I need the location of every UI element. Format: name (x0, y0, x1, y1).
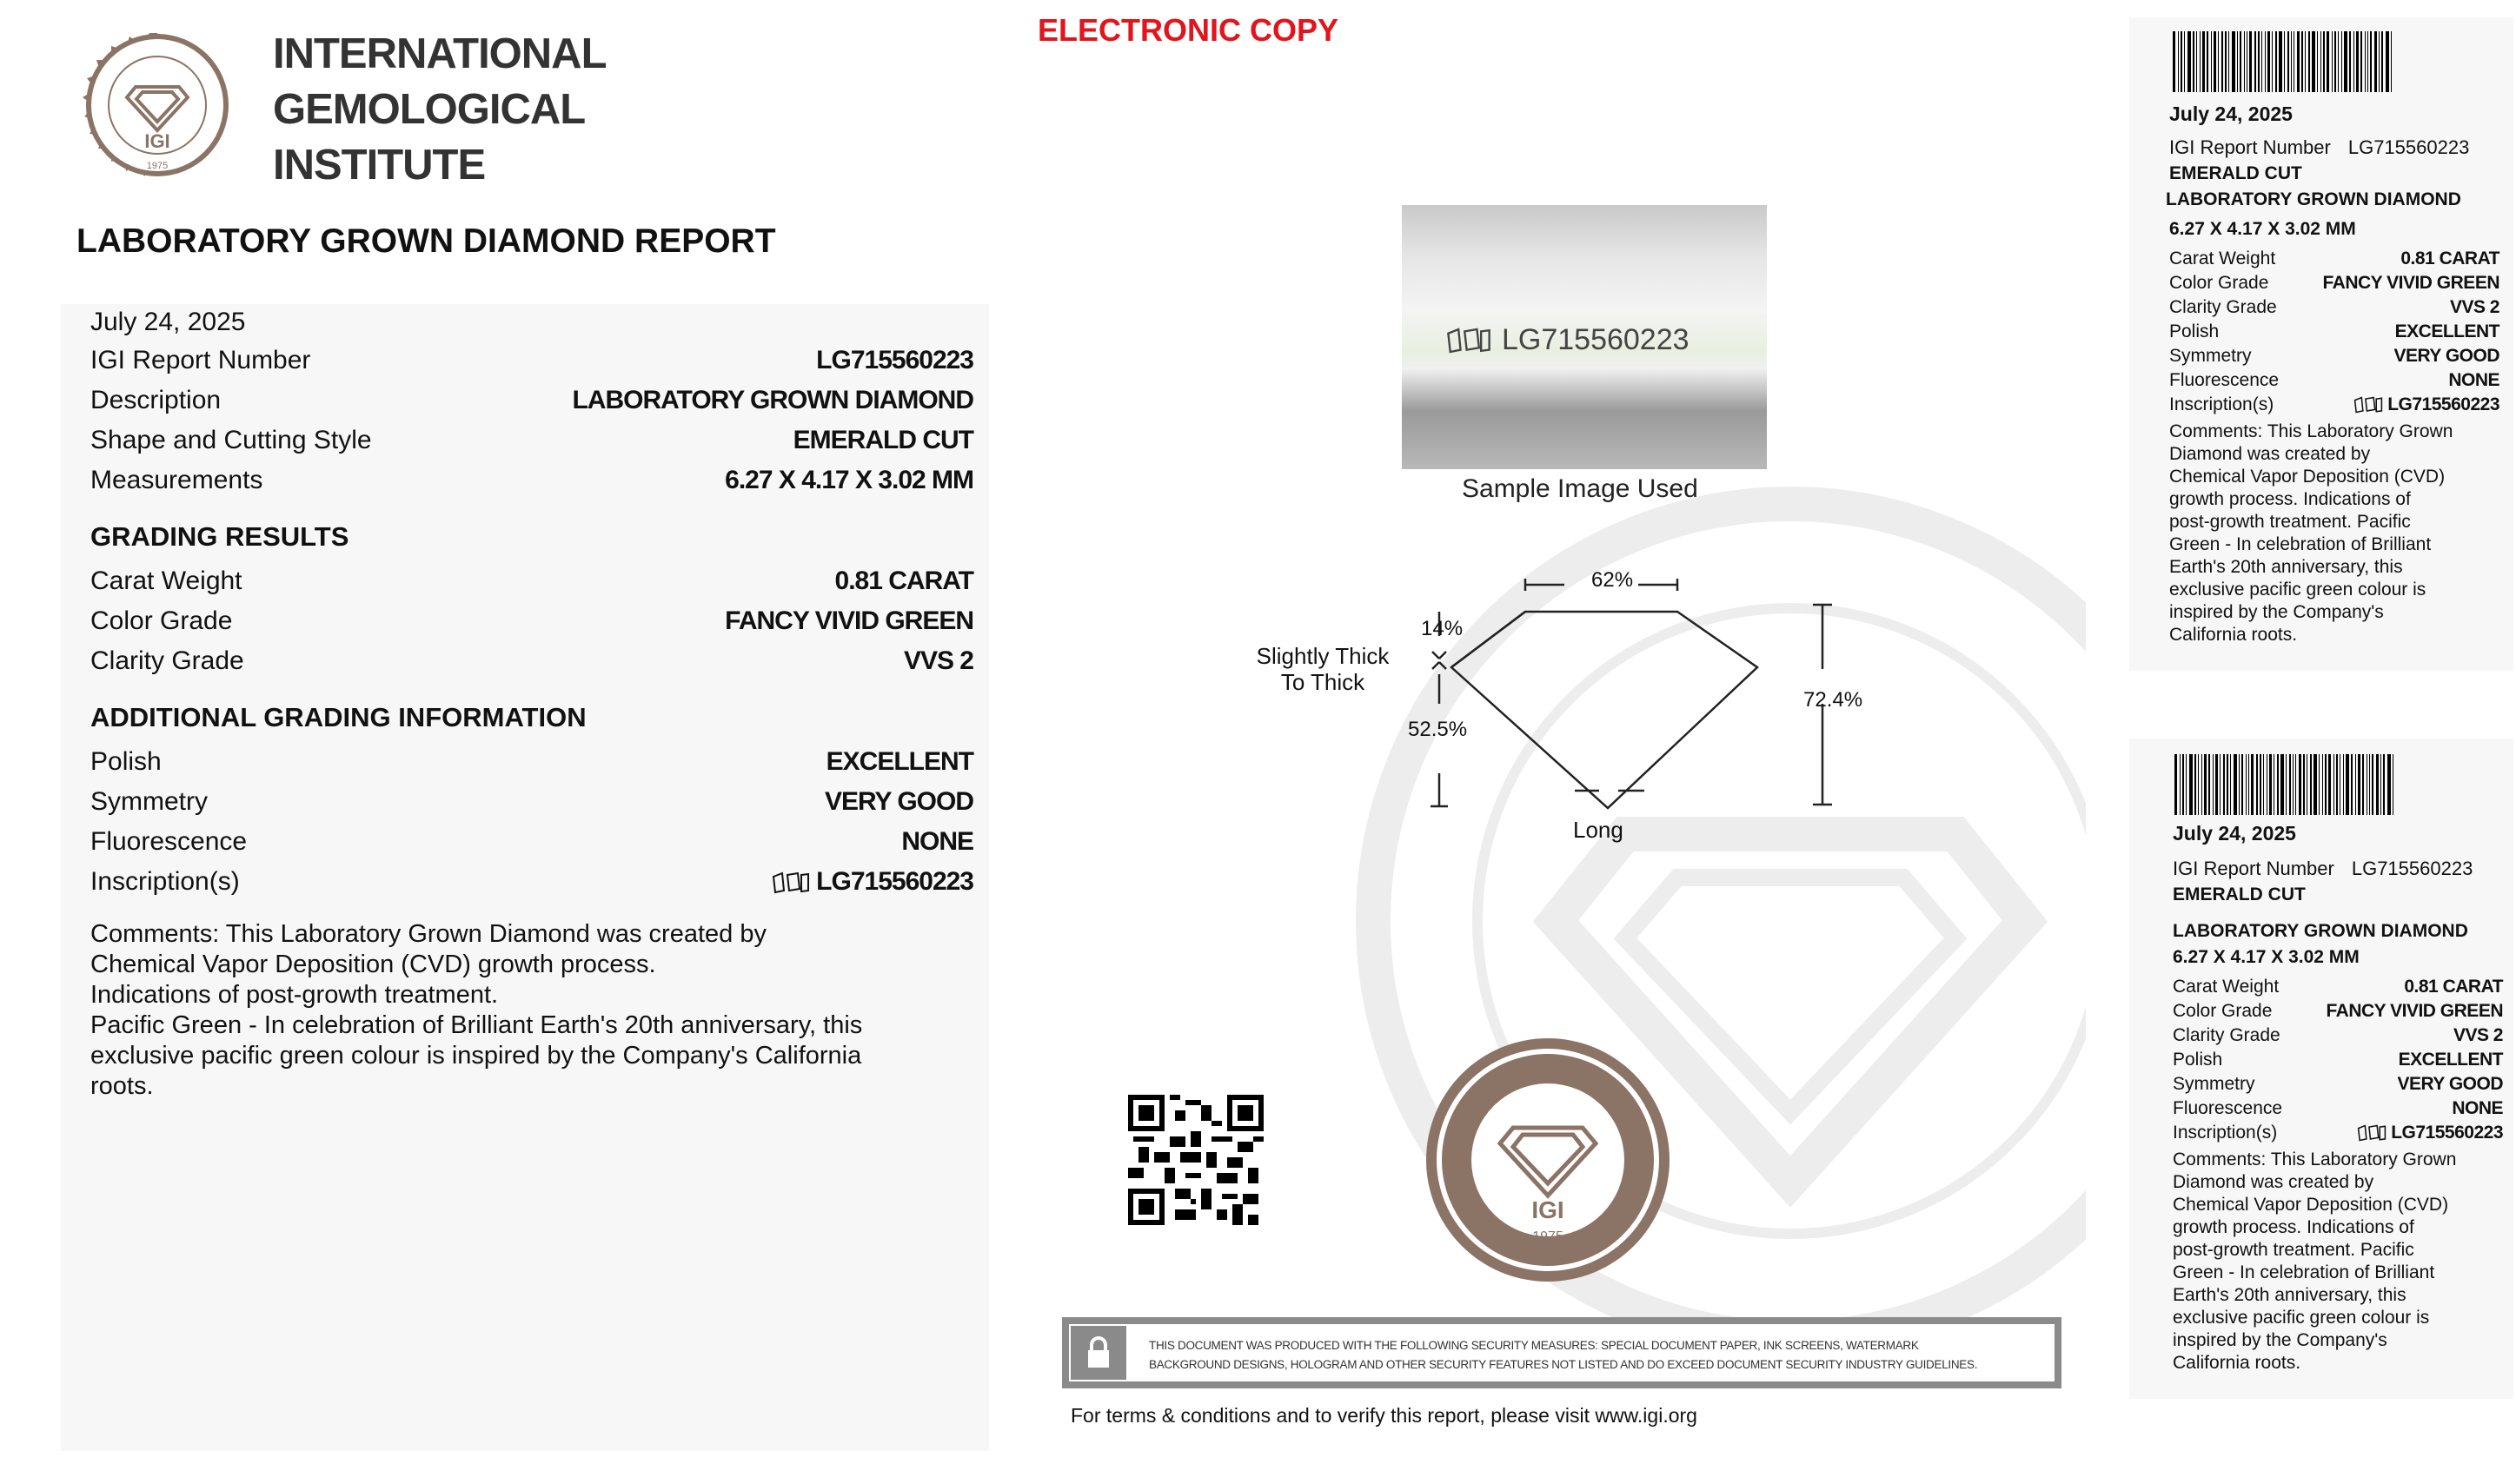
stub1-row (2169, 393, 2499, 417)
stub1-row-value: VERY GOOD (2393, 346, 2499, 366)
grading-value: VVS 2 (903, 646, 973, 675)
grading-results-heading: GRADING RESULTS (90, 521, 349, 552)
stub1-row-value (2353, 394, 2499, 415)
barcode-bar (2343, 754, 2344, 815)
barcode-bar (2277, 754, 2279, 815)
stub2-comment-line: Chemical Vapor Deposition (CVD) (2173, 1195, 2449, 1215)
grading-label: Color Grade (90, 606, 233, 635)
stub2-date: July 24, 2025 (2173, 822, 2296, 845)
barcode-bar (2319, 754, 2320, 815)
comment-line: Pacific Green - In celebration of Brilliant Earth's 20th anniversary, this (90, 1011, 863, 1039)
barcode-bar (2184, 31, 2185, 92)
barcode-bar (2297, 31, 2300, 92)
seal-year-text: 1975 (146, 161, 169, 171)
field-label: Description (90, 386, 222, 414)
barcode-bar (2223, 754, 2225, 815)
stub1-comment-line: post-growth treatment. Pacific (2169, 512, 2411, 532)
barcode-bar (2314, 754, 2317, 815)
barcode-bar (2365, 31, 2366, 92)
barcode-bar (2381, 31, 2383, 92)
center-seal-mark: IGI (1531, 1196, 1564, 1223)
barcode-bar (2323, 31, 2325, 92)
field-row (90, 426, 973, 455)
inscription-image-label (1446, 323, 1690, 357)
sample-image-caption: Sample Image Used (1462, 474, 1698, 503)
stub2-row (2173, 1024, 2503, 1048)
barcode-bar (2269, 754, 2272, 815)
stub1-row (2169, 247, 2499, 271)
stub1 (2166, 103, 2499, 646)
barcode-bar (2202, 31, 2205, 92)
comment-line: Comments: This Laboratory Grown Diamond was created by (90, 920, 767, 948)
barcode-bar (2317, 31, 2318, 92)
stub1-row-label: Color Grade (2169, 273, 2269, 293)
stub1-row-value: VVS 2 (2449, 297, 2499, 317)
barcode-bar (2303, 754, 2305, 815)
barcode-bar (2293, 754, 2294, 815)
barcode-bar (2391, 31, 2392, 92)
comment-line: roots. (90, 1072, 154, 1100)
barcode-bar (2336, 754, 2338, 815)
barcode-bar (2374, 31, 2377, 92)
barcode-bar (2186, 754, 2187, 815)
barcode-bar (2174, 754, 2177, 815)
barcode-bar (2327, 31, 2329, 92)
stub1-row-label: Clarity Grade (2169, 297, 2277, 317)
stub2-report-label: IGI Report Number (2173, 858, 2334, 879)
stub1-row-value: FANCY VIVID GREEN (2322, 273, 2499, 293)
igi-logo-icon (2353, 396, 2383, 414)
barcode-bar (2194, 754, 2196, 815)
barcode-bar (2263, 754, 2264, 815)
barcode-bar (2178, 31, 2179, 92)
igi-logo-icon (772, 871, 810, 894)
barcode-bar (2240, 31, 2241, 92)
stub2-shape: EMERALD CUT (2173, 884, 2306, 904)
stub2-description: LABORATORY GROWN DIAMOND (2173, 921, 2468, 941)
barcode-bar (2286, 754, 2287, 815)
stub1-comment-line: growth process. Indications of (2169, 489, 2411, 509)
stub2-barcode (2174, 754, 2486, 815)
grading-label: Carat Weight (90, 566, 242, 595)
barcode-bar (2261, 31, 2262, 92)
additional-label: Inscription(s) (90, 867, 240, 896)
culet-text: Long (1573, 817, 1623, 843)
barcode-bar (2265, 31, 2266, 92)
stub1-report-number: LG715560223 (2347, 136, 2470, 158)
grading-row (90, 646, 973, 676)
barcode-bar (2249, 31, 2252, 92)
stub1-row-label: Fluorescence (2169, 370, 2280, 390)
barcode-bar (2320, 31, 2321, 92)
stub1-row-value: NONE (2448, 370, 2499, 390)
center-seal-year: 1975 (1532, 1229, 1563, 1244)
grading-row (90, 566, 973, 596)
comment-line: exclusive pacific green colour is inspired by the Company's California (90, 1042, 862, 1070)
stub2-row-label: Inscription(s) (2173, 1123, 2278, 1143)
stub2-row-value: NONE (2452, 1098, 2503, 1118)
stub1-comment-line: inspired by the Company's (2169, 602, 2384, 622)
additional-value: EXCELLENT (826, 747, 973, 776)
additional-row (90, 867, 973, 897)
barcode-bar (2356, 31, 2359, 92)
stub1-report-label: IGI Report Number (2169, 136, 2331, 158)
stub2-row-value: VERY GOOD (2397, 1074, 2503, 1094)
additional-row (90, 787, 973, 817)
stub1-row-label: Polish (2169, 321, 2220, 341)
security-line1: THIS DOCUMENT WAS PRODUCED WITH THE FOLLOWING SECURITY MEASURES: SPECIAL DOCUMENT PAPER, INK SCREENS, WATERMARK (1149, 1339, 1919, 1352)
stub1-row-value: 0.81 CARAT (2400, 248, 2499, 268)
field-row (90, 386, 973, 415)
org-name-line1: INTERNATIONAL (273, 30, 607, 77)
stub1-comment-line: Chemical Vapor Deposition (CVD) (2169, 467, 2446, 487)
stub2-row-label: Clarity Grade (2173, 1025, 2280, 1045)
stub2-row-value: 0.81 CARAT (2404, 977, 2503, 997)
stub1-row (2169, 368, 2499, 393)
field-row (90, 466, 973, 495)
igi-seal-logo (68, 16, 247, 195)
grading-value: 0.81 CARAT (834, 566, 973, 595)
stub2-row-label: Polish (2173, 1050, 2223, 1070)
barcode-bar (2289, 754, 2291, 815)
stub1-comment-line: Green - In celebration of Brilliant (2169, 534, 2432, 554)
barcode-bar (2310, 754, 2312, 815)
barcode-bar (2299, 754, 2301, 815)
barcode-bar (2349, 31, 2351, 92)
stub2-row-label: Color Grade (2173, 1001, 2273, 1021)
stub2-comment-line: California roots. (2173, 1353, 2301, 1373)
barcode-bar (2251, 754, 2254, 815)
barcode-bar (2218, 31, 2219, 92)
stub2-row (2173, 1121, 2503, 1145)
barcode-bar (2246, 754, 2247, 815)
barcode-bar (2230, 754, 2231, 815)
stub2-comment-line: exclusive pacific green colour is (2173, 1308, 2430, 1328)
field-value: EMERALD CUT (793, 426, 973, 454)
stub2-row-value: FANCY VIVID GREEN (2326, 1001, 2503, 1021)
barcode-bar (2379, 31, 2380, 92)
field-label: Measurements (90, 466, 263, 494)
barcode-bar (2228, 31, 2229, 92)
stub2-row (2173, 999, 2503, 1024)
field-value: LABORATORY GROWN DIAMOND (572, 386, 973, 414)
barcode-bar (2213, 754, 2214, 815)
stub1-row-label: Inscription(s) (2169, 394, 2274, 414)
barcode-bar (2308, 31, 2310, 92)
field-value: LG715560223 (816, 346, 973, 374)
barcode-bar (2362, 754, 2364, 815)
stub2-comment-line: Comments: This Laboratory Grown (2173, 1149, 2457, 1169)
stub1-row-label: Carat Weight (2169, 248, 2276, 268)
stub1-row-label: Symmetry (2169, 346, 2252, 366)
stub1-barcode (2173, 31, 2484, 92)
barcode-bar (2221, 31, 2223, 92)
barcode-bar (2272, 31, 2273, 92)
barcode-bar (2325, 754, 2327, 815)
stub2-report-number: LG715560223 (2351, 858, 2473, 879)
barcode-bar (2358, 754, 2360, 815)
barcode-bar (2193, 31, 2194, 92)
stub2-row (2173, 1072, 2503, 1096)
table-percent: 62% (1591, 568, 1634, 592)
barcode-bar (2220, 754, 2221, 815)
comment-line: Indications of post-growth treatment. (90, 981, 499, 1009)
barcode-bar (2258, 31, 2260, 92)
comment-line: Chemical Vapor Deposition (CVD) growth process. (90, 951, 656, 978)
stub1-comment-line: Earth's 20th anniversary, this (2169, 557, 2403, 577)
barcode-bar (2280, 754, 2284, 815)
stub2-comment-line: Green - In celebration of Brilliant (2173, 1262, 2435, 1282)
barcode-bar (2234, 754, 2237, 815)
stub1-inscription: LG715560223 (2387, 394, 2499, 414)
field-row (90, 346, 973, 375)
stub2-row-label: Symmetry (2173, 1074, 2255, 1094)
barcode-bar (2360, 31, 2362, 92)
barcode-bar (2215, 754, 2218, 815)
security-text (1149, 1336, 1977, 1375)
additional-value: VERY GOOD (824, 787, 973, 816)
barcode-bar (2267, 31, 2270, 92)
security-line2: BACKGROUND DESIGNS, HOLOGRAM AND OTHER SECURITY FEATURES NOT LISTED AND DO EXCEED DOCUMENT SECURITY INDUSTRY GUIDELINES. (1149, 1358, 1978, 1371)
barcode-bar (2198, 754, 2199, 815)
lock-icon (1071, 1326, 1126, 1380)
stub2-measurements: 6.27 X 4.17 X 3.02 MM (2173, 947, 2360, 967)
girdle-line1: Slightly Thick (1256, 643, 1390, 669)
barcode-bar (2189, 754, 2193, 815)
stub1-row (2169, 320, 2499, 344)
barcode-bar (2291, 31, 2292, 92)
stub1-row (2169, 271, 2499, 295)
barcode-bar (2214, 31, 2216, 92)
crown-percent: 14% (1421, 617, 1464, 640)
barcode-bar (2239, 754, 2240, 815)
additional-grading-heading: ADDITIONAL GRADING INFORMATION (90, 702, 587, 732)
barcode-bar (2386, 31, 2389, 92)
stub2-inscription: LG715560223 (2391, 1123, 2503, 1143)
stub2-comment-line: inspired by the Company's (2173, 1330, 2387, 1350)
barcode-bar (2196, 31, 2197, 92)
barcode-bar (2287, 31, 2289, 92)
depth-percent: 72.4% (1803, 688, 1863, 712)
barcode-bar (2256, 754, 2258, 815)
electronic-copy-label: ELECTRONIC COPY (1038, 12, 1339, 48)
stub1-comment-line: exclusive pacific green colour is (2169, 580, 2426, 600)
org-name-line3: INSTITUTE (273, 142, 486, 189)
additional-label: Polish (90, 747, 162, 776)
barcode-bar (2355, 754, 2356, 815)
girdle-line2: To Thick (1280, 669, 1365, 695)
barcode-bar (2237, 31, 2238, 92)
stub2-comment-line: post-growth treatment. Pacific (2173, 1240, 2414, 1260)
stub2-row-value: EXCELLENT (2398, 1050, 2503, 1070)
barcode-bar (2312, 31, 2315, 92)
barcode-bar (2387, 754, 2391, 815)
barcode-bar (2275, 31, 2277, 92)
report-date: July 24, 2025 (90, 308, 246, 336)
barcode-bar (2328, 754, 2331, 815)
stub2-comment-line: Diamond was created by (2173, 1172, 2374, 1192)
additional-value: NONE (901, 827, 973, 856)
stub2-row-label: Fluorescence (2173, 1098, 2283, 1118)
barcode-bar (2332, 31, 2333, 92)
barcode-bar (2211, 31, 2212, 92)
stub1-comment-line: Comments: This Laboratory Grown (2169, 421, 2453, 441)
barcode-bar (2254, 31, 2256, 92)
barcode-bar (2204, 754, 2207, 815)
terms-text: For terms & conditions and to verify this report, please visit www.igi.org (1071, 1404, 1697, 1427)
barcode-bar (2344, 31, 2347, 92)
inscription-value: LG715560223 (816, 867, 973, 896)
barcode-bar (2369, 754, 2370, 815)
qr-code[interactable] (1128, 1095, 1264, 1225)
stub2 (2173, 822, 2503, 1375)
barcode-bar (2295, 754, 2296, 815)
pavilion-percent: 52.5% (1408, 718, 1468, 741)
barcode-bar (2333, 754, 2334, 815)
barcode-bar (2301, 31, 2303, 92)
barcode-bar (2341, 31, 2342, 92)
inscription-image-text: LG715560223 (1502, 323, 1690, 356)
barcode-bar (2279, 31, 2282, 92)
stub2-row (2173, 1048, 2503, 1072)
grading-row (90, 606, 973, 636)
stub1-row (2169, 295, 2499, 320)
grading-label: Clarity Grade (90, 646, 244, 675)
stub2-row-label: Carat Weight (2173, 977, 2280, 997)
additional-row (90, 827, 973, 857)
barcode-bar (2227, 754, 2228, 815)
barcode-bar (2383, 754, 2385, 815)
stub1-row-value: EXCELLENT (2394, 321, 2499, 341)
barcode-bar (2353, 31, 2354, 92)
report-title: LABORATORY GROWN DIAMOND REPORT (76, 222, 776, 260)
barcode-bar (2248, 754, 2249, 815)
barcode-bar (2284, 31, 2285, 92)
stub1-comment-line: California roots. (2169, 625, 2298, 645)
igi-logo-icon (2357, 1124, 2387, 1142)
stub2-row (2173, 1096, 2503, 1121)
stub1-row (2169, 344, 2499, 368)
barcode-bar (2200, 31, 2201, 92)
stub1-shape: EMERALD CUT (2169, 163, 2302, 183)
additional-value (772, 867, 973, 897)
org-name (273, 26, 607, 193)
field-value: 6.27 X 4.17 X 3.02 MM (725, 466, 973, 494)
barcode-bar (2225, 31, 2227, 92)
stub2-row-value (2357, 1123, 2503, 1143)
barcode-bar (2181, 31, 2182, 92)
stub2-comment-line: Earth's 20th anniversary, this (2173, 1285, 2406, 1305)
barcode-bar (2201, 754, 2202, 815)
barcode-bar (2173, 31, 2175, 92)
grading-value: FANCY VIVID GREEN (725, 606, 973, 635)
org-name-line2: GEMOLOGICAL (273, 86, 586, 133)
stub2-row (2173, 975, 2503, 999)
barcode-bar (2376, 754, 2379, 815)
stub1-comment-line: Diamond was created by (2169, 444, 2371, 464)
stub1-description: LABORATORY GROWN DIAMOND (2166, 189, 2461, 209)
report-comments (90, 919, 977, 1102)
barcode-bar (2182, 754, 2184, 815)
barcode-bar (2370, 31, 2372, 92)
barcode-bar (2187, 31, 2191, 92)
barcode-bar (2334, 31, 2336, 92)
barcode-bar (2232, 31, 2235, 92)
barcode-bar (2244, 31, 2245, 92)
barcode-bar (2241, 754, 2243, 815)
barcode-bar (2322, 754, 2323, 815)
stub1-measurements: 6.27 X 4.17 X 3.02 MM (2169, 219, 2356, 239)
girdle-text (1255, 643, 1391, 695)
igi-center-seal (1422, 1034, 1674, 1286)
stub1-report-number-row (2169, 132, 2499, 163)
security-strip (1062, 1317, 2061, 1388)
stub2-row-value: VVS 2 (2453, 1025, 2503, 1045)
stub2-comment-line: growth process. Indications of (2173, 1217, 2414, 1237)
barcode-bar (2180, 754, 2181, 815)
field-label: IGI Report Number (90, 346, 311, 374)
barcode-bar (2372, 754, 2373, 815)
igi-logo-icon (1446, 327, 1491, 354)
seal-mark-text: IGI (144, 130, 170, 152)
field-label: Shape and Cutting Style (90, 426, 372, 454)
stub1-date: July 24, 2025 (2169, 103, 2293, 125)
barcode-bar (2305, 31, 2306, 92)
barcode-bar (2346, 754, 2349, 815)
stub2-comments (2173, 1149, 2503, 1375)
barcode-bar (2207, 31, 2208, 92)
stub2-report-number-row (2173, 853, 2503, 884)
barcode-bar (2260, 754, 2261, 815)
additional-label: Symmetry (90, 787, 208, 816)
barcode-bar (2380, 754, 2381, 815)
barcode-bar (2367, 31, 2368, 92)
additional-row (90, 747, 973, 777)
barcode-bar (2351, 754, 2353, 815)
barcode-bar (2338, 31, 2339, 92)
stub1-comments (2169, 421, 2499, 646)
barcode-bar (2208, 754, 2210, 815)
additional-label: Fluorescence (90, 827, 248, 856)
